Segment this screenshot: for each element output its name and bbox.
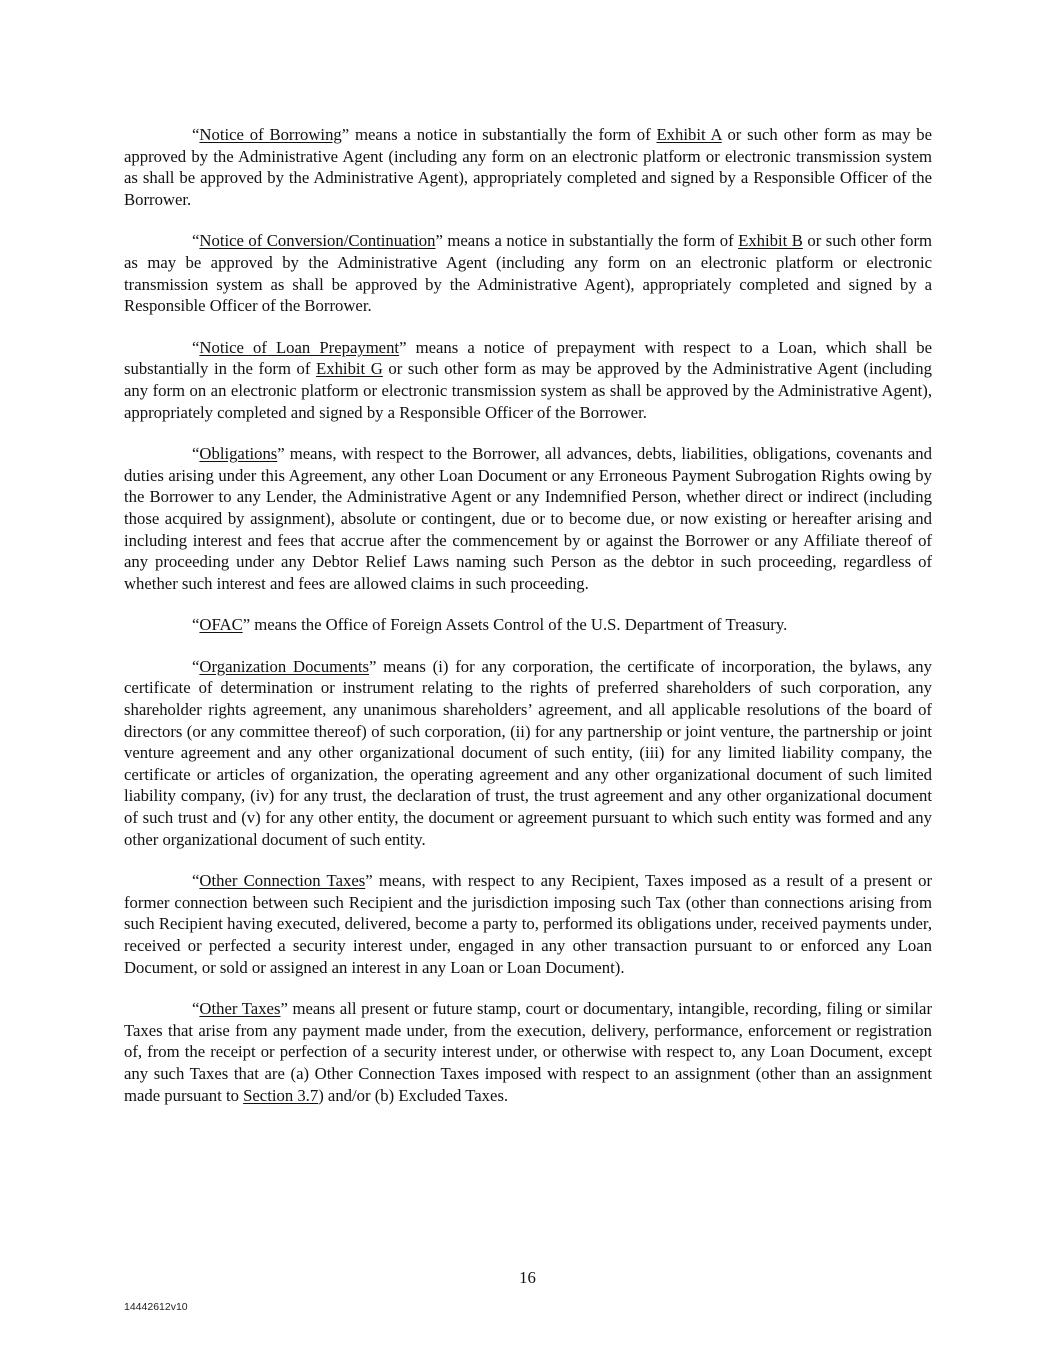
close-quote: ” xyxy=(242,615,251,635)
definition-organization-documents xyxy=(124,656,932,850)
definition-text: or such other form as may be approved by the Administrative Agent (including any form on an electronic platform or electronic transmission system as shall be approved by the Administrative Agent), appropriately completed and signed by a Responsible Officer of the Borrower. xyxy=(124,125,932,209)
definition-notice-of-loan-prepayment xyxy=(124,337,932,423)
open-quote: “ xyxy=(192,231,200,251)
definition-text: ) and/or (b) Excluded Taxes. xyxy=(318,1085,509,1105)
close-quote: ” xyxy=(369,656,377,676)
definition-text: means (i) for any corporation, the certificate of incorporation, the bylaws, any certificate of determination or instrument relating to the rights of preferred shareholders of such corporation, any shareholder rights agreement, any unanimous shareholders’ agreement, and all applicable resolutions of the board of directors (or any committee thereof) of such corporation, (ii) for any partnership or joint venture, the partnership or joint venture agreement and any other organizational document of such entity, (iii) for any limited liability company, the certificate or articles of organization, the operating agreement and any other organizational document of such limited liability company, (iv) for any trust, the declaration of trust, the trust agreement and any other organizational document of such trust and (v) for any other entity, the document or agreement pursuant to which such entity was formed and any other organizational document of such entity. xyxy=(124,656,932,849)
open-quote: “ xyxy=(192,656,200,676)
definition-notice-of-conversion-continuation xyxy=(124,230,932,316)
cross-reference: Exhibit B xyxy=(738,231,803,251)
open-quote: “ xyxy=(192,337,200,357)
open-quote: “ xyxy=(192,444,200,464)
definition-obligations xyxy=(124,443,932,594)
definition-text: means a notice in substantially the form of xyxy=(349,125,657,144)
definition-text: means the Office of Foreign Assets Control of the U.S. Department of Treasury. xyxy=(250,615,788,635)
definition-text: or such other form as may be approved by the Administrative Agent (including any form on an electronic platform or electronic transmission system as shall be approved by the Administrative Agent), appropriately completed and signed by a Responsible Officer of the Borrower. xyxy=(124,231,933,316)
defined-term: Notice of Conversion/Continuation xyxy=(199,231,436,251)
defined-term: Other Taxes xyxy=(199,999,281,1019)
defined-term: Organization Documents xyxy=(199,656,370,676)
page-number: 16 xyxy=(519,1268,536,1287)
definition-notice-of-borrowing xyxy=(124,124,932,210)
definition-text: or such other form as may be approved by the Administrative Agent (including any form on an electronic platform or electronic transmission system as shall be approved by the Administrative Agent), appropriately completed and signed by a Responsible Officer of the Borrower. xyxy=(124,359,932,422)
definition-other-connection-taxes xyxy=(124,870,932,978)
definition-text: means all present or future stamp, court or documentary, intangible, recording, filing or similar Taxes that arise from any payment made under, from the execution, delivery, performance, enforcement or registration of, from the receipt or perfection of a security interest under, or otherwise with respect to, any Loan Document, except any such Taxes that are (a) Other Connection Taxes imposed with respect to an assignment (other than an assignment made pursuant to xyxy=(124,999,932,1105)
definition-text: means a notice of prepayment with respect to a Loan, which shall be substantially in the form of xyxy=(124,337,932,379)
cross-reference: Section 3.7 xyxy=(243,1085,319,1105)
definition-other-taxes xyxy=(124,998,932,1106)
close-quote: ” xyxy=(435,231,443,251)
close-quote: ” xyxy=(399,337,407,357)
document-id: 14442612v10 xyxy=(124,1301,188,1313)
defined-term: Other Connection Taxes xyxy=(199,871,366,891)
defined-term: OFAC xyxy=(199,615,243,635)
close-quote: ” xyxy=(341,125,350,144)
open-quote: “ xyxy=(192,125,200,144)
defined-term: Notice of Loan Prepayment xyxy=(199,337,400,357)
open-quote: “ xyxy=(192,871,200,891)
close-quote: ” xyxy=(365,871,373,891)
definition-text: means, with respect to the Borrower, all advances, debts, liabilities, obligations, covenants and duties arising under this Agreement, any other Loan Document or any Erroneous Payment Subrogation Rights owing by the Borrower to any Lender, the Administrative Agent or any Indemnified Person, whether direct or indirect (including those acquired by assignment), absolute or contingent, due or to become due, or now existing or hereafter arising and including interest and fees that accrue after the commencement by or against the Borrower or any Affiliate thereof of any proceeding under any Debtor Relief Laws naming such Person as the debtor in such proceeding, regardless of whether such interest and fees are allowed claims in such proceeding. xyxy=(124,444,932,593)
defined-term: Notice of Borrowing xyxy=(199,125,342,144)
cross-reference: Exhibit G xyxy=(316,359,383,379)
definition-text: means, with respect to any Recipient, Taxes imposed as a result of a present or former connection between such Recipient and the jurisdiction imposing such Tax (other than connections arising from such Recipient having executed, delivered, become a party to, performed its obligations under, received payments under, received or perfected a security interest under, engaged in any other transaction pursuant to or enforced any Loan Document, or sold or assigned an interest in any Loan or Loan Document). xyxy=(124,871,932,977)
close-quote: ” xyxy=(280,999,288,1019)
definition-text: means a notice in substantially the form of xyxy=(442,231,739,251)
document-body xyxy=(124,124,932,1126)
defined-term: Obligations xyxy=(199,444,278,464)
open-quote: “ xyxy=(192,999,200,1019)
cross-reference: Exhibit A xyxy=(656,125,722,144)
open-quote: “ xyxy=(192,615,200,635)
close-quote: ” xyxy=(277,444,285,464)
definition-ofac xyxy=(124,614,932,636)
